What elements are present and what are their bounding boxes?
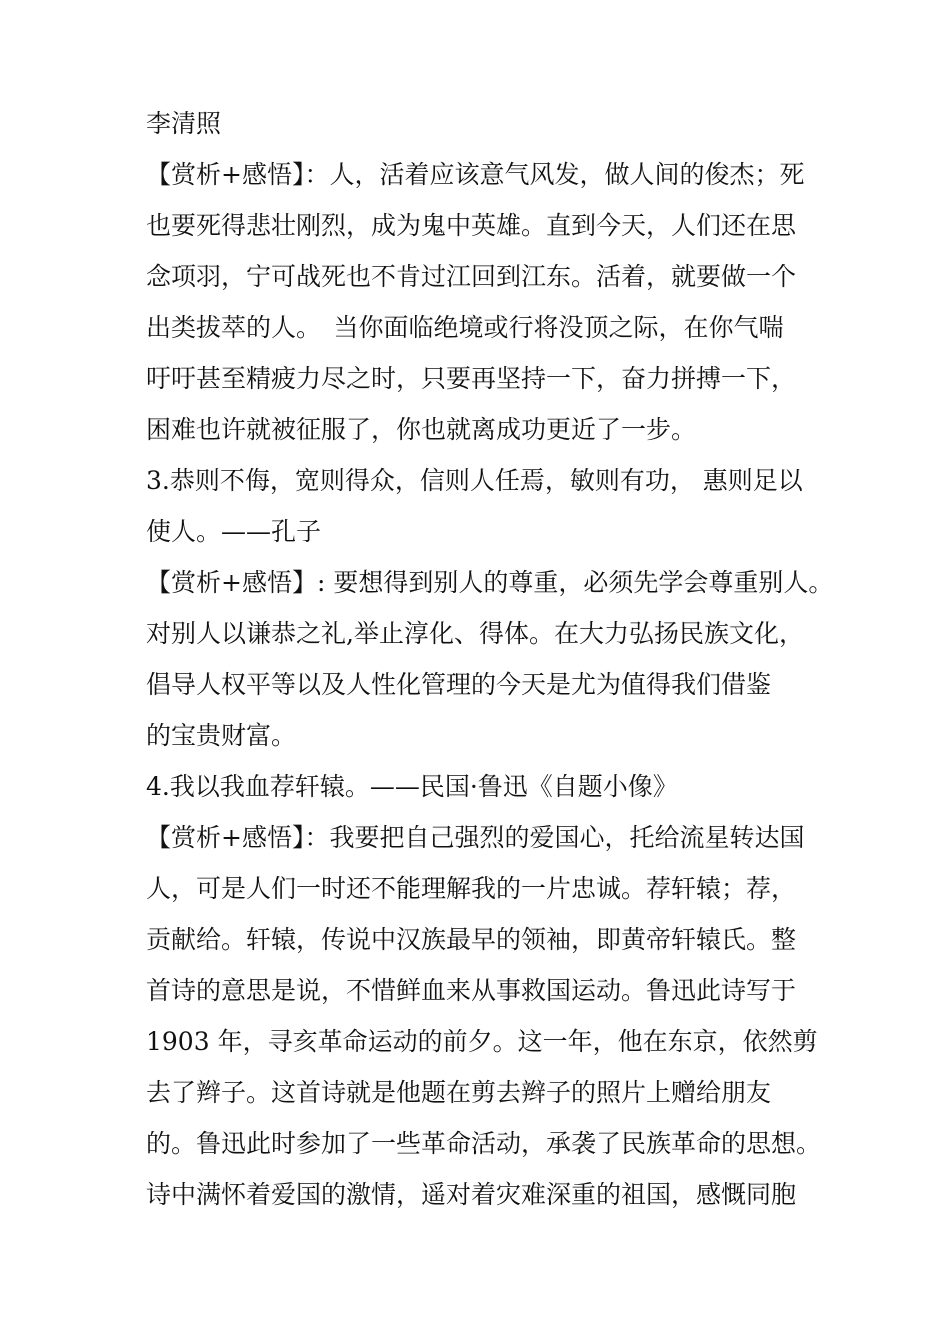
text-line: 对别人以谦恭之礼,举止淳化、得体。在大力弘扬民族文化， (146, 619, 804, 648)
text-line: 困难也许就被征服了，你也就离成功更近了一步。 (146, 415, 697, 444)
text-line: 的宝贵财富。 (146, 721, 297, 750)
text-line: 1903 年，寻亥革命运动的前夕。这一年，他在东京，依然剪 (146, 1027, 818, 1056)
text-line-author: 李清照 (146, 109, 222, 138)
document-body (146, 98, 834, 1220)
text-line: 出类拔萃的人。 当你面临绝境或行将没顶之际，在你气喘 (146, 313, 784, 342)
text-line: 【赏析+感悟】: 要想得到别人的尊重，必须先学会尊重别人。 (146, 568, 834, 597)
text-line: 诗中满怀着爱国的激情，遥对着灾难深重的祖国，感慨同胞 (146, 1180, 797, 1209)
text-line: 【赏析+感悟】：我要把自己强烈的爱国心，托给流星转达国 (146, 823, 805, 852)
quote-heading-4: 4.我以我血荐轩辕。——民国·鲁迅《自题小像》 (146, 772, 678, 801)
text-line: 也要死得悲壮刚烈，成为鬼中英雄。直到今天，人们还在思 (146, 211, 797, 240)
text-line: 倡导人权平等以及人性化管理的今天是尤为值得我们借鉴 (146, 670, 772, 699)
text-line: 人，可是人们一时还不能理解我的一片忠诚。荐轩辕；荐， (146, 874, 797, 903)
text-line: 吁吁甚至精疲力尽之时，只要再坚持一下，奋力拼搏一下， (146, 364, 797, 393)
text-line: 使人。——孔子 (146, 517, 322, 546)
text-line: 首诗的意思是说，不惜鲜血来从事救国运动。鲁迅此诗写于 (146, 976, 797, 1005)
text-line: 贡献给。轩辕，传说中汉族最早的领袖，即黄帝轩辕氏。整 (146, 925, 797, 954)
text-line: 念项羽，宁可战死也不肯过江回到江东。活着，就要做一个 (146, 262, 797, 291)
quote-heading-3: 3.恭则不侮，宽则得众，信则人任焉，敏则有功， 惠则足以 (146, 466, 803, 495)
text-line: 的。鲁迅此时参加了一些革命活动，承袭了民族革命的思想。 (146, 1129, 822, 1158)
text-line: 去了辫子。这首诗就是他题在剪去辫子的照片上赠给朋友 (146, 1078, 772, 1107)
text-line: 【赏析+感悟】：人，活着应该意气风发，做人间的俊杰；死 (146, 160, 805, 189)
